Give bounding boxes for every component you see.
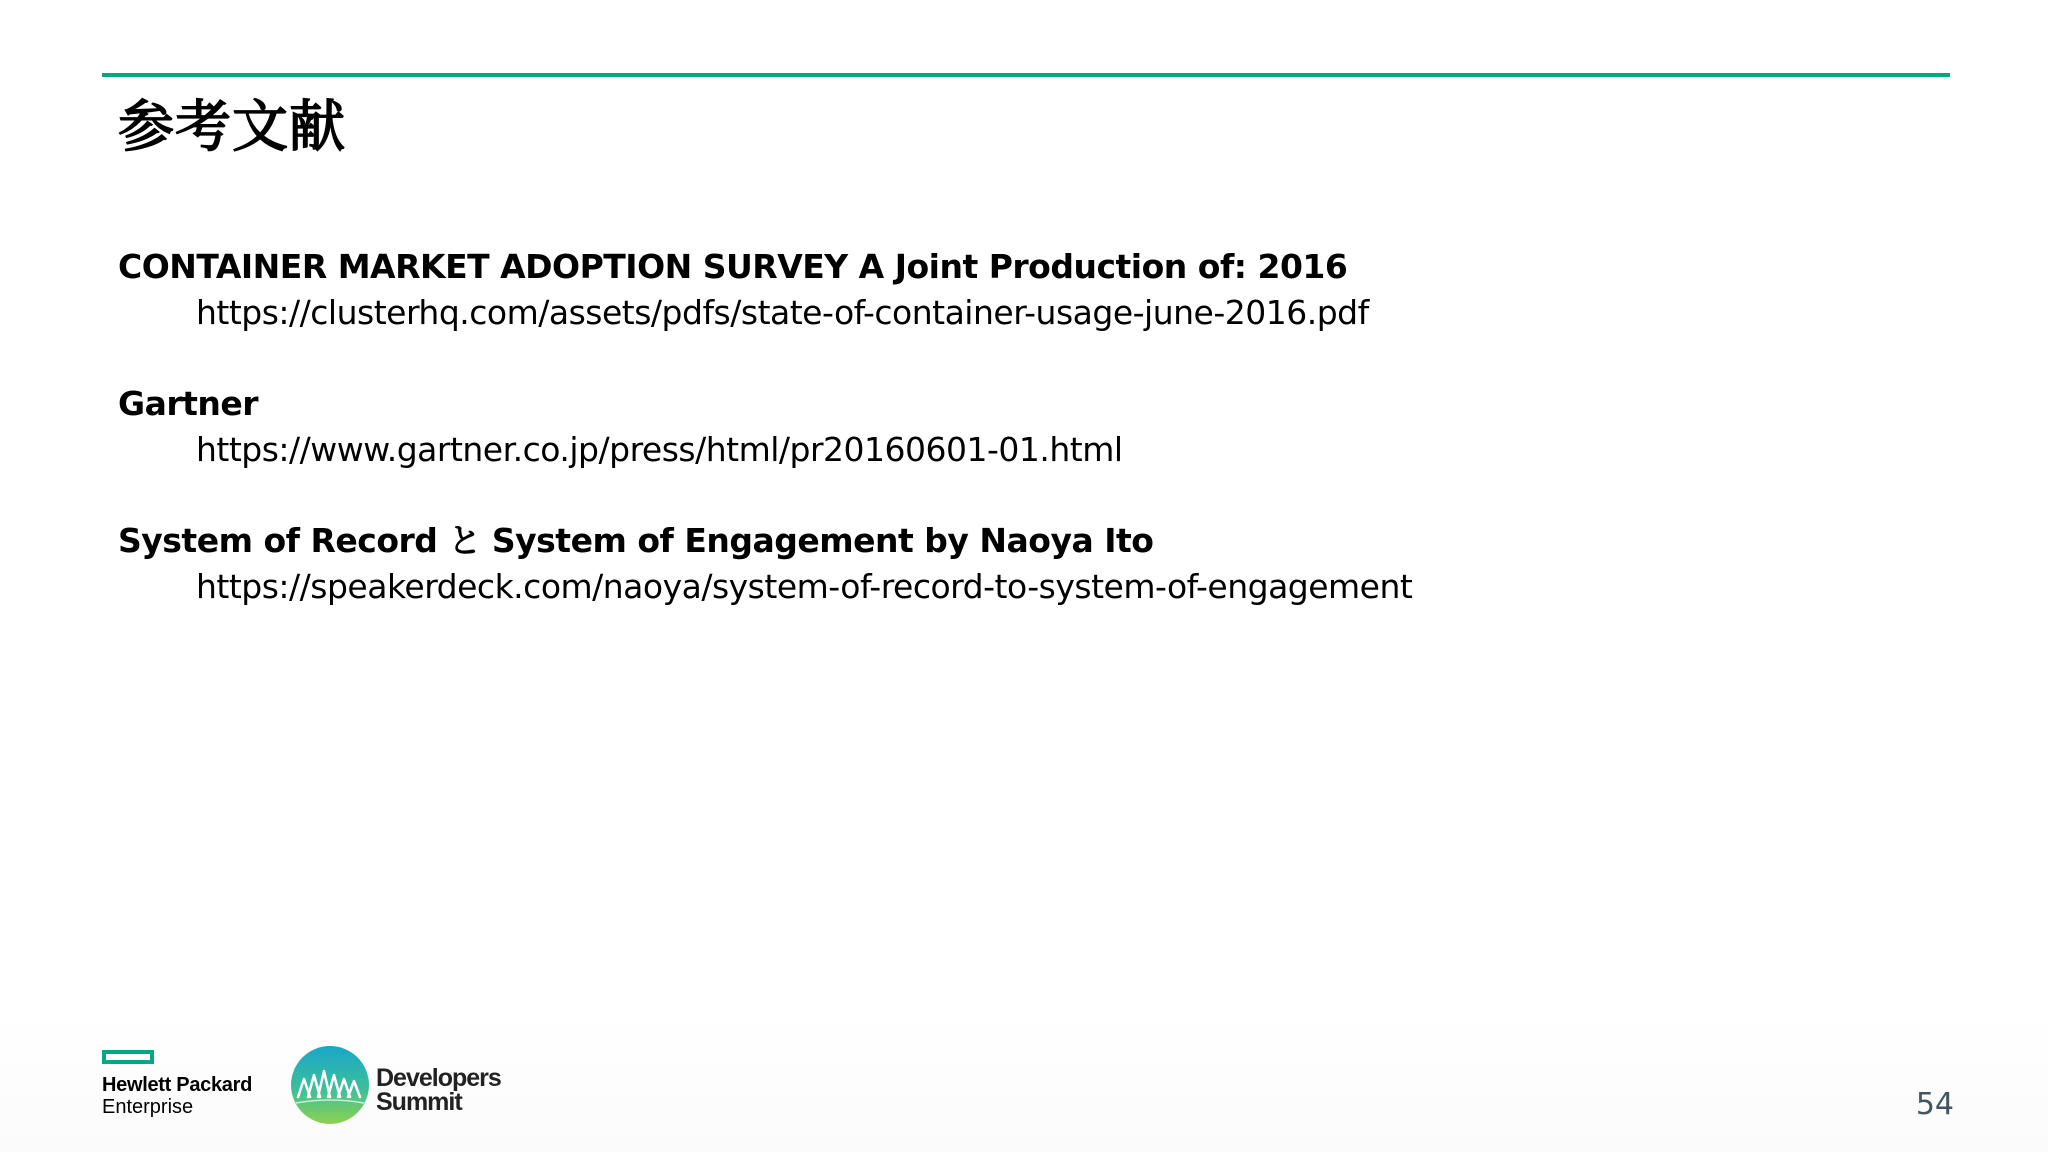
hpe-logo-line1: Hewlett Packard bbox=[102, 1074, 253, 1096]
reference-link[interactable]: https://www.gartner.co.jp/press/html/pr20160601-01.html bbox=[196, 430, 1123, 469]
reference-item bbox=[118, 244, 1918, 336]
page-number: 54 bbox=[1915, 1087, 1954, 1122]
hpe-logo-line2: Enterprise bbox=[102, 1096, 194, 1118]
reference-item bbox=[118, 518, 1918, 610]
reference-link[interactable]: https://speakerdeck.com/naoya/system-of-record-to-system-of-engagement bbox=[196, 567, 1413, 606]
developers-summit-line2: Summit bbox=[376, 1088, 462, 1116]
hpe-element-icon bbox=[102, 1050, 154, 1064]
reference-item bbox=[118, 381, 1918, 473]
reference-title: System of Record と System of Engagement by Naoya Ito bbox=[118, 521, 1154, 560]
developers-summit-line1: Developers bbox=[376, 1064, 501, 1092]
slide-title: 参考文献 bbox=[118, 95, 346, 160]
reference-title: CONTAINER MARKET ADOPTION SURVEY A Joint Production of: 2016 bbox=[118, 247, 1348, 286]
developers-summit-icon bbox=[290, 1045, 370, 1125]
developers-summit-logo bbox=[290, 1045, 510, 1127]
hpe-logo bbox=[102, 1050, 282, 1122]
title-rule bbox=[102, 73, 1950, 77]
reference-title: Gartner bbox=[118, 384, 259, 423]
reference-list bbox=[118, 244, 1918, 655]
reference-link[interactable]: https://clusterhq.com/assets/pdfs/state-of-container-usage-june-2016.pdf bbox=[196, 293, 1369, 332]
